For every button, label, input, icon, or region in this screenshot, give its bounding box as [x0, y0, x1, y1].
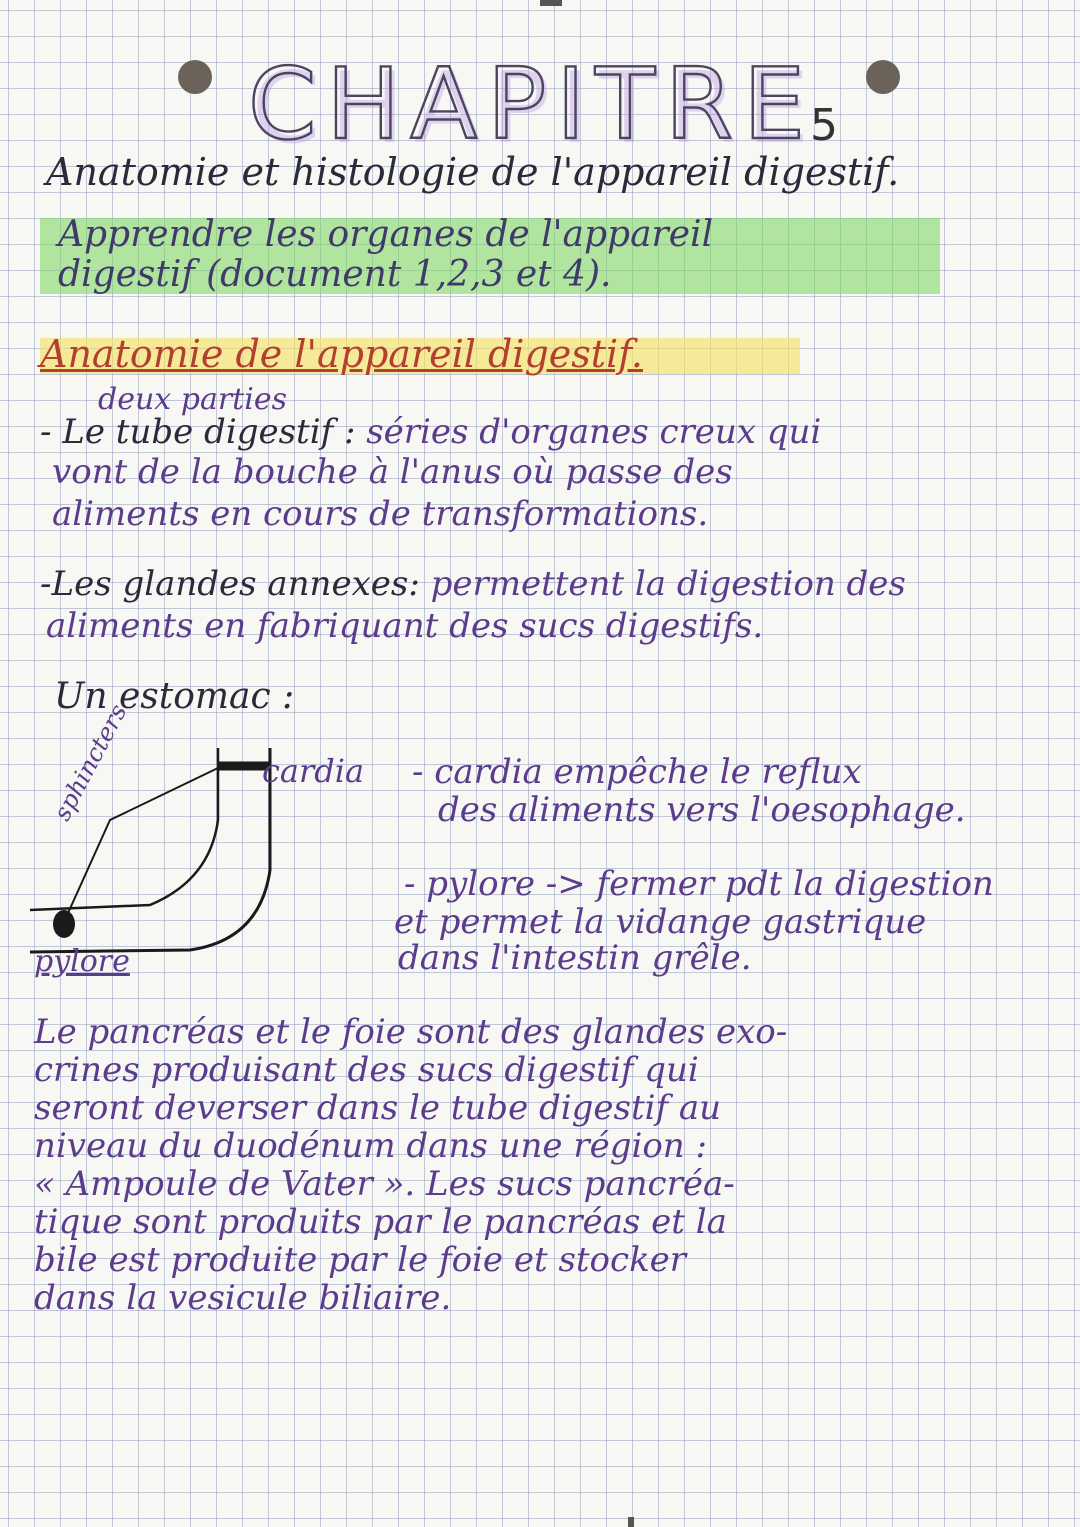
pylore-note-line-1: - pylore -> fermer pdt la digestion — [404, 864, 994, 904]
chapter-subtitle: Anatomie et histologie de l'appareil digestif. — [46, 150, 900, 194]
pylore-note-line-2: et permet la vidange gastrique — [394, 902, 927, 942]
parts-note: deux parties — [98, 382, 287, 417]
tube-line-2: vont de la bouche à l'anus où passe des — [52, 452, 733, 492]
top-binding-mark — [540, 0, 562, 6]
paragraph-line-8: dans la vesicule biliaire. — [34, 1278, 452, 1318]
paragraph-line-3: seront deverser dans le tube digestif au — [34, 1088, 722, 1128]
instruction-line-1: Apprendre les organes de l'appareil — [58, 214, 714, 255]
glandes-definition: permettent la digestion des — [430, 564, 906, 604]
paragraph-line-5: « Ampoule de Vater ». Les sucs pancréa- — [34, 1164, 735, 1204]
stomach-inner-wall — [30, 748, 218, 910]
cardia-note-line-2: des aliments vers l'oesophage. — [438, 790, 966, 830]
chapter-number: 5 — [810, 100, 838, 151]
tube-line-3: aliments en cours de transformations. — [52, 494, 709, 534]
pylore-sphincter — [53, 910, 75, 938]
glandes-line-2: aliments en fabriquant des sucs digestifs. — [46, 606, 764, 646]
label-sphincters: sphincters — [48, 699, 133, 826]
paragraph-line-1: Le pancréas et le foie sont des glandes exo- — [34, 1012, 788, 1052]
paragraph-line-2: crines produisant des sucs digestif qui — [34, 1050, 699, 1090]
chapter-title: CHAPITRE — [248, 48, 816, 162]
section-heading: Anatomie de l'appareil digestif. — [40, 332, 643, 376]
label-cardia: cardia — [262, 752, 365, 790]
tube-label: - Le tube digestif : — [40, 412, 356, 452]
pylore-note-line-3: dans l'intestin grêle. — [398, 938, 752, 978]
tube-line-1 — [40, 412, 821, 452]
cardia-note-line-1: - cardia empêche le reflux — [412, 752, 862, 792]
punch-hole-right — [866, 60, 900, 94]
estomac-heading: Un estomac : — [54, 676, 295, 717]
paragraph-line-4: niveau du duodénum dans une région : — [34, 1126, 707, 1166]
tube-definition: séries d'organes creux qui — [366, 412, 822, 452]
label-pylore: pylore — [34, 944, 130, 979]
paragraph-line-6: tique sont produits par le pancréas et la — [34, 1202, 727, 1242]
instruction-line-2: digestif (document 1,2,3 et 4). — [58, 254, 612, 295]
glandes-label: -Les glandes annexes: — [40, 564, 420, 604]
glandes-line-1 — [40, 564, 906, 604]
bottom-binding-mark — [628, 1517, 634, 1527]
punch-hole-left — [178, 60, 212, 94]
paragraph-line-7: bile est produite par le foie et stocker — [34, 1240, 687, 1280]
